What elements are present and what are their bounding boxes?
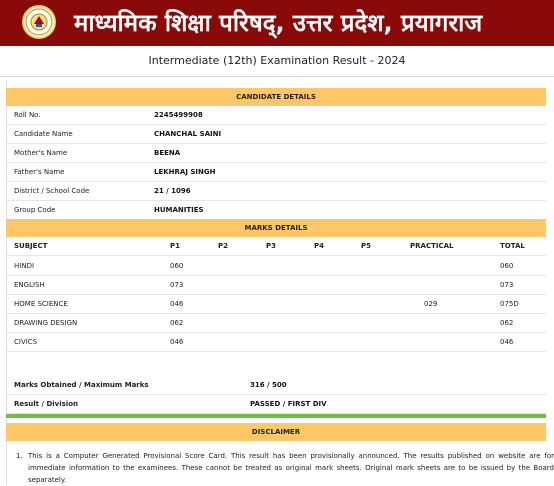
column-header: P2 (218, 242, 229, 250)
detail-row-father (6, 163, 546, 182)
detail-value: CHANCHAL SAINI (154, 130, 222, 138)
column-header: PRACTICAL (410, 242, 454, 250)
disclaimer-number: 1. (16, 452, 23, 460)
total-cell: 073 (500, 281, 514, 289)
emblem-logo-icon (22, 5, 56, 39)
table-row (6, 295, 546, 314)
total-cell: 062 (500, 319, 514, 327)
p1-cell: 046 (170, 338, 184, 346)
table-row (6, 333, 546, 352)
detail-value: LEKHRAJ SINGH (154, 168, 216, 176)
board-title: माध्यमिक शिक्षा परिषद्, उत्तर प्रदेश, प्रयागराज (74, 9, 483, 37)
marks-header-row (6, 237, 546, 256)
subject-cell: HOME SCIENCE (14, 300, 68, 308)
subject-cell: CIVICS (14, 338, 38, 346)
detail-value: 21 / 1096 (154, 187, 191, 195)
detail-label: Group Code (14, 206, 56, 214)
table-row (6, 257, 546, 276)
table-row (6, 314, 546, 333)
p1-cell: 062 (170, 319, 184, 327)
detail-value: HUMANITIES (154, 206, 204, 214)
detail-label: District / School Code (14, 187, 90, 195)
detail-value: BEENA (154, 149, 181, 157)
divider-line (6, 414, 546, 418)
subject-cell: DRAWING DESIGN (14, 319, 78, 327)
detail-row-group (6, 201, 546, 220)
detail-label: Candidate Name (14, 130, 73, 138)
detail-row-district (6, 182, 546, 201)
total-cell: 075D (500, 300, 519, 308)
result-value: PASSED / FIRST DIV (250, 400, 327, 408)
result-row (6, 395, 546, 414)
candidate-details-heading: CANDIDATE DETAILS (6, 88, 546, 106)
disclaimer-heading: DISCLAIMER (6, 423, 546, 441)
marks-details-heading: MARKS DETAILS (6, 219, 546, 237)
total-cell: 060 (500, 262, 514, 270)
subject-cell: HINDI (14, 262, 35, 270)
column-header: P3 (266, 242, 277, 250)
column-header: P5 (361, 242, 372, 250)
p1-cell: 073 (170, 281, 184, 289)
column-header: P4 (314, 242, 325, 250)
marks-summary-label: Marks Obtained / Maximum Marks (14, 381, 149, 389)
table-row (6, 276, 546, 295)
detail-row-mother (6, 144, 546, 163)
detail-label: Father's Name (14, 168, 65, 176)
site-header (0, 0, 554, 46)
detail-row-name (6, 125, 546, 144)
marks-summary-value: 316 / 500 (250, 381, 287, 389)
subject-cell: ENGLISH (14, 281, 45, 289)
total-cell: 046 (500, 338, 514, 346)
detail-label: Roll No. (14, 111, 41, 119)
column-header: TOTAL (500, 242, 525, 250)
detail-row-roll (6, 106, 546, 125)
detail-label: Mother's Name (14, 149, 68, 157)
disclaimer-body: This is a Computer Generated Provisional Score Card. This result has been provisionally announced. The results published on website are for immediate information to the examinees. These cannot be treated as original mark sheets. Original mark sheets are to be issued by the Board separately. (28, 452, 554, 484)
result-label: Result / Division (14, 400, 78, 408)
practical-cell: 029 (424, 300, 438, 308)
detail-value: 2245499908 (154, 111, 203, 119)
exam-title: Intermediate (12th) Examination Result - 2024 (0, 46, 554, 77)
p1-cell: 046 (170, 300, 184, 308)
column-header: SUBJECT (14, 242, 48, 250)
marks-summary-row (6, 376, 546, 395)
p1-cell: 060 (170, 262, 184, 270)
column-header: P1 (170, 242, 181, 250)
